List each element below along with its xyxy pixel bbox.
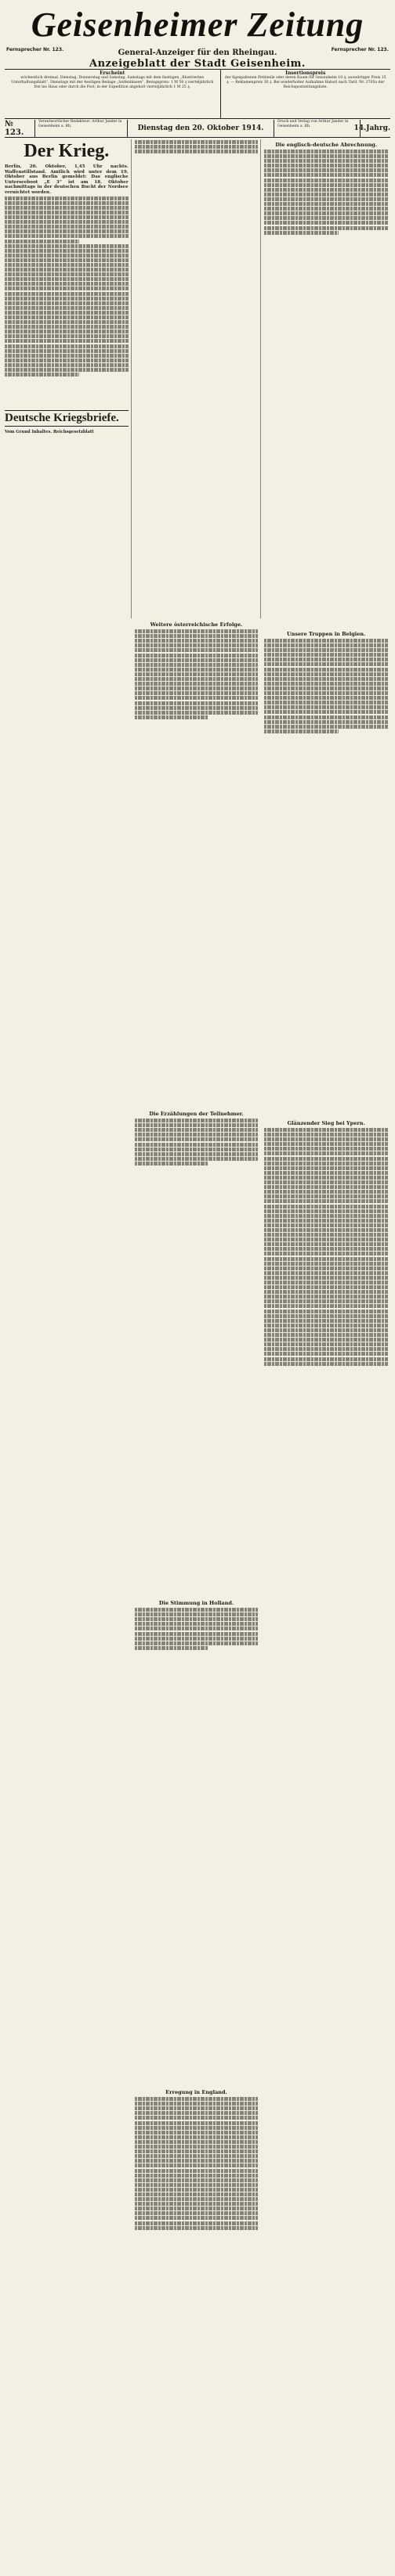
kriegsbriefe-headline: Deutsche Kriegsbriefe. bbox=[5, 410, 129, 427]
issue-date: Dienstag den 20. Oktober 1914. bbox=[137, 124, 264, 132]
fernsprecher-left: Fernsprecher Nr. 123. bbox=[6, 47, 64, 52]
column-3 bbox=[264, 139, 390, 1126]
masthead bbox=[5, 3, 390, 70]
fernsprecher-right: Fernsprecher Nr. 123. bbox=[331, 47, 389, 52]
kriegsbriefe-box bbox=[5, 407, 129, 434]
column-2-text-d bbox=[135, 1608, 259, 2087]
column-1 bbox=[5, 139, 132, 618]
kriegsbriefe-subhead: Vom Grund Inhaltes. Reichsgesetzblatt bbox=[5, 430, 94, 434]
headline-oesterreich: Weitere österreichische Erfolge. bbox=[150, 621, 243, 629]
jahrgang: 14.Jahrg. bbox=[360, 120, 390, 137]
column-2-text-b bbox=[135, 629, 259, 1108]
headline-abrechnung: Die englisch-deutsche Abrechnung. bbox=[275, 142, 378, 148]
date-bar bbox=[5, 120, 390, 138]
headline-holland: Die Stimmung in Holland. bbox=[158, 1600, 234, 1607]
redakteur: Verantwortlicher Redakteur: Arthur Jander in Geisenheim a. Rh. bbox=[35, 120, 128, 137]
column-2-text-c bbox=[135, 1119, 259, 1598]
insertionspreis-head: Insertionspreis bbox=[285, 70, 326, 76]
druck-verlag: Druck und Verlag von Arthur Jander in Geisenheim a. Rh. bbox=[274, 120, 360, 137]
column-2-text-a bbox=[135, 140, 259, 619]
insertionspreis-text: der 6gespaltenen Petitzeile oder deren Raum für Geisenheim 10 ₰; auswärtiger Preis 15 ₰. — Reklamenpreis 30 ₰. Bei wiederholter Aufnahme Rabatt nach Tarif. Nr. 2705a der Reichspostzeitungsliste. bbox=[224, 76, 386, 89]
lead-article: Berlin, 20. Oktober, 1,45 Uhr nachts. Waffenstillstand. Amtlich wird unter dem 19. Oktober aus Berlin gemeldet: Das englische Unterseeboot „E 3“ ist am 18. Oktober nachmittags in der deutschen Bucht der Nordsee vernichtet worden. bbox=[5, 164, 129, 195]
headline-ypern: Glänzender Sieg bei Ypern. bbox=[287, 1120, 365, 1126]
column-2 bbox=[135, 139, 262, 2096]
column-1-text-a bbox=[5, 196, 129, 676]
headline-der-krieg: Der Krieg. bbox=[24, 141, 110, 161]
article-columns bbox=[5, 139, 390, 2096]
headline-belgien: Unsere Truppen in Belgien. bbox=[286, 631, 366, 637]
issue-number: № 123. bbox=[5, 120, 35, 137]
info-band bbox=[5, 69, 390, 119]
headline-teilnehmer: Die Erzählungen der Teilnehmer. bbox=[149, 1111, 244, 1118]
column-2-text-e bbox=[135, 2097, 259, 2576]
headline-england: Erregung in England. bbox=[165, 2089, 227, 2096]
column-3-text-c bbox=[264, 1128, 388, 1607]
subtitle-general-anzeiger: General-Anzeiger für den Rheingau. bbox=[118, 49, 277, 57]
insertionspreis-box bbox=[221, 70, 390, 118]
column-3-text-a bbox=[264, 150, 388, 629]
erscheint-text: wöchentlich dreimal, Dienstag, Donnerstag und Samstag. Samstags mit dem 8seitigen „Illustrierten Unterhaltungsblatt“. Dienstags mit der 4seitigen Beilage „Seifenblasen“. Bezugspreis: 1 M 50 ₰ vierteljährlich frei ins Haus oder durch die Post; in der Expedition abgeholt vierteljährlich 1 M 25 ₰. bbox=[11, 76, 214, 89]
newspaper-title: Geisenheimer Zeitung bbox=[31, 5, 364, 44]
subtitle-anzeigeblatt: Anzeigeblatt der Stadt Geisenheim. bbox=[89, 58, 306, 70]
column-3-text-b bbox=[264, 639, 388, 1118]
erscheint-head: Erscheint bbox=[100, 70, 125, 76]
erscheint-box bbox=[5, 70, 221, 118]
